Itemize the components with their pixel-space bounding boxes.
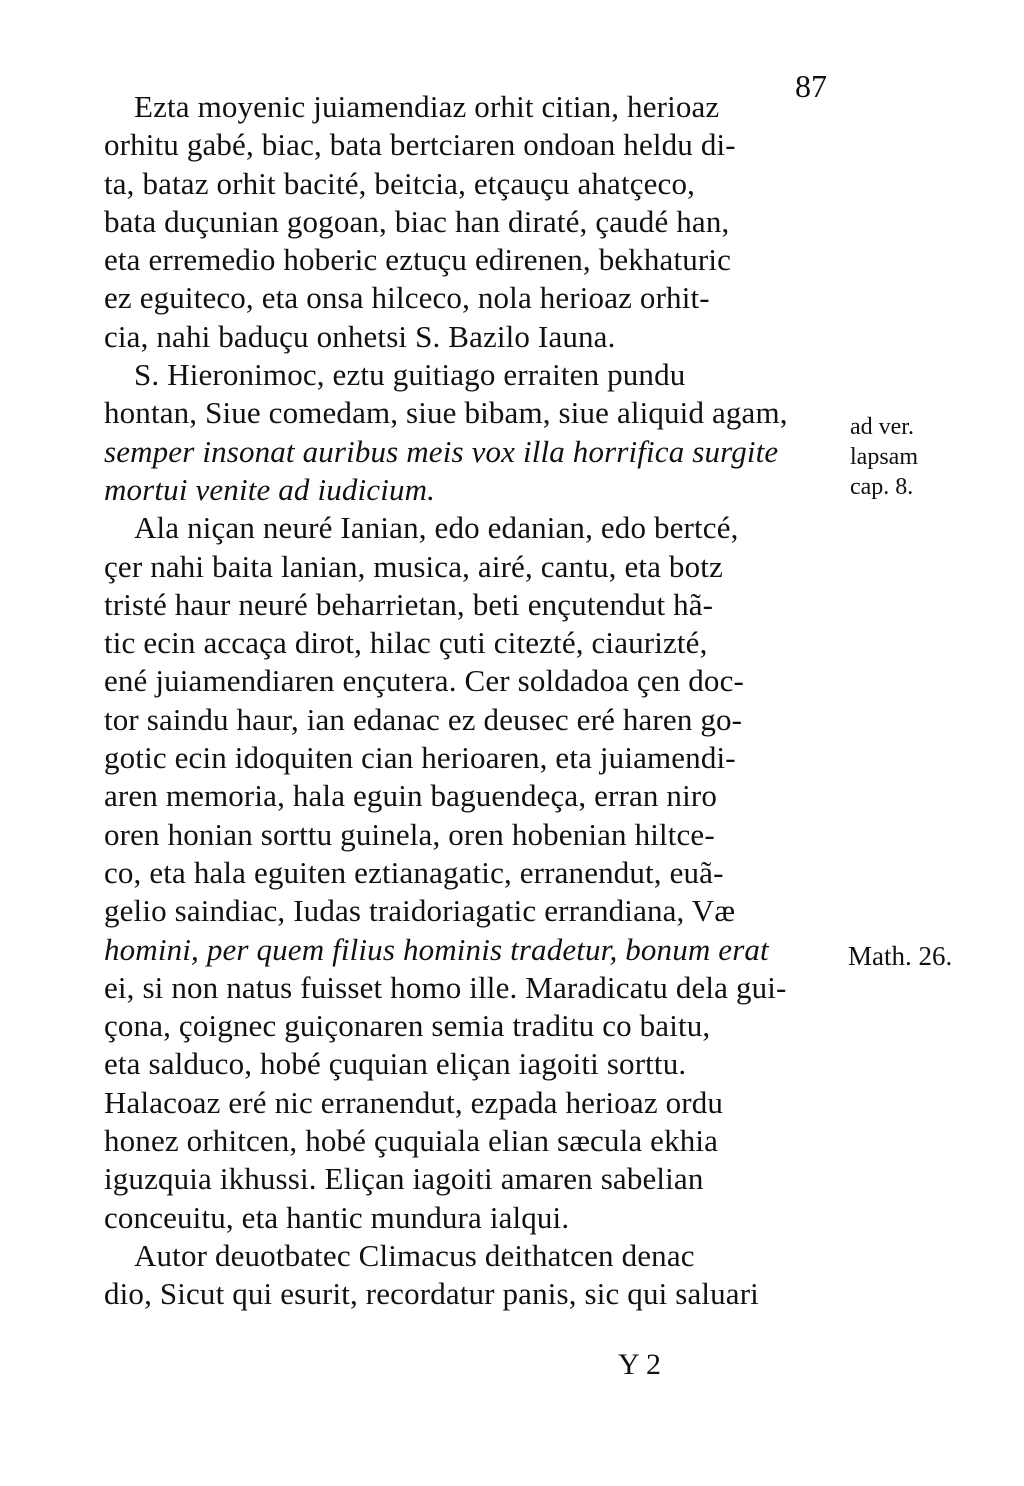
- text-line: Halacoaz eré nic erranendut, ezpada herioaz ordu: [104, 1084, 724, 1120]
- text-line: eta erremedio hoberic eztuçu edirenen, bekhaturic: [104, 242, 732, 278]
- text-line: tor saindu haur, ian edanac ez deusec eré haren go-: [104, 701, 743, 737]
- text-line: homini, per quem filius hominis tradetur, bonum erat: [104, 931, 769, 967]
- text-line: çer nahi baita lanian, musica, airé, cantu, eta botz: [104, 548, 723, 584]
- text-line: conceuitu, eta hantic mundura ialqui.: [104, 1199, 570, 1235]
- margin-note-line: lapsam: [850, 444, 918, 470]
- text-line: co, eta hala eguiten eztianagatic, erranendut, euã-: [104, 854, 724, 890]
- text-line: hontan, Siue comedam, siue bibam, siue aliquid agam,: [104, 395, 788, 431]
- text-line: çona, çoignec guiçonaren semia traditu co baitu,: [104, 1008, 711, 1044]
- text-line: ei, si non natus fuisset homo ille. Maradicatu dela gui-: [104, 969, 787, 1005]
- text-line: tristé haur neuré beharrietan, beti ençutendut hã-: [104, 586, 714, 622]
- text-line: semper insonat auribus meis vox illa horrifica surgite: [104, 433, 779, 469]
- page-number: 87: [795, 68, 827, 104]
- text-line: tic ecin accaça dirot, hilac çuti citezté, ciaurizté,: [104, 625, 708, 661]
- text-line: gotic ecin idoquiten cian herioaren, eta juiamendi-: [104, 740, 736, 776]
- text-line: honez orhitcen, hobé çuquiala elian sæcula ekhia: [104, 1123, 719, 1159]
- text-line: S. Hieronimoc, eztu guitiago erraiten pundu: [134, 357, 686, 393]
- text-line: ené juiamendiaren ençutera. Cer soldadoa çen doc-: [104, 663, 744, 699]
- margin-note-line: ad ver.: [850, 414, 914, 440]
- text-line: orhitu gabé, biac, bata bertciaren ondoan heldu di-: [104, 127, 736, 163]
- margin-note-line: cap. 8.: [850, 474, 914, 500]
- text-line: iguzquia ikhussi. Eliçan iagoiti amaren sabelian: [104, 1161, 704, 1197]
- text-line: dio, Sicut qui esurit, recordatur panis, sic qui saluari: [104, 1276, 759, 1312]
- text-line: ta, bataz orhit bacité, beitcia, etçauçu ahatçeco,: [104, 165, 695, 201]
- text-line: Autor deuotbatec Climacus deithatcen denac: [134, 1237, 695, 1273]
- body-text: [104, 88, 856, 1314]
- text-line: Ezta moyenic juiamendiaz orhit citian, herioaz: [134, 89, 720, 124]
- text-line: mortui venite ad iudicium.: [104, 471, 436, 507]
- text-line: bata duçunian gogoan, biac han diraté, çaudé han,: [104, 203, 730, 239]
- margin-note-reference: [850, 412, 918, 502]
- text-line: oren honian sorttu guinela, oren hobenian hiltce-: [104, 816, 715, 852]
- signature-mark: Y 2: [618, 1348, 662, 1381]
- text-line: Ala niçan neuré Ianian, edo edanian, edo bertcé,: [134, 510, 739, 546]
- text-line: eta salduco, hobé çuquian eliçan iagoiti sorttu.: [104, 1046, 687, 1082]
- text-line: cia, nahi baduçu onhetsi S. Bazilo Iauna.: [104, 318, 616, 354]
- text-line: aren memoria, hala eguin baguendeça, erran niro: [104, 778, 717, 814]
- margin-note-math: Math. 26.: [848, 941, 953, 971]
- text-line: gelio saindiac, Iudas traidoriagatic errandiana, Væ: [104, 893, 736, 929]
- text-line: ez eguiteco, eta onsa hilceco, nola herioaz orhit-: [104, 280, 710, 316]
